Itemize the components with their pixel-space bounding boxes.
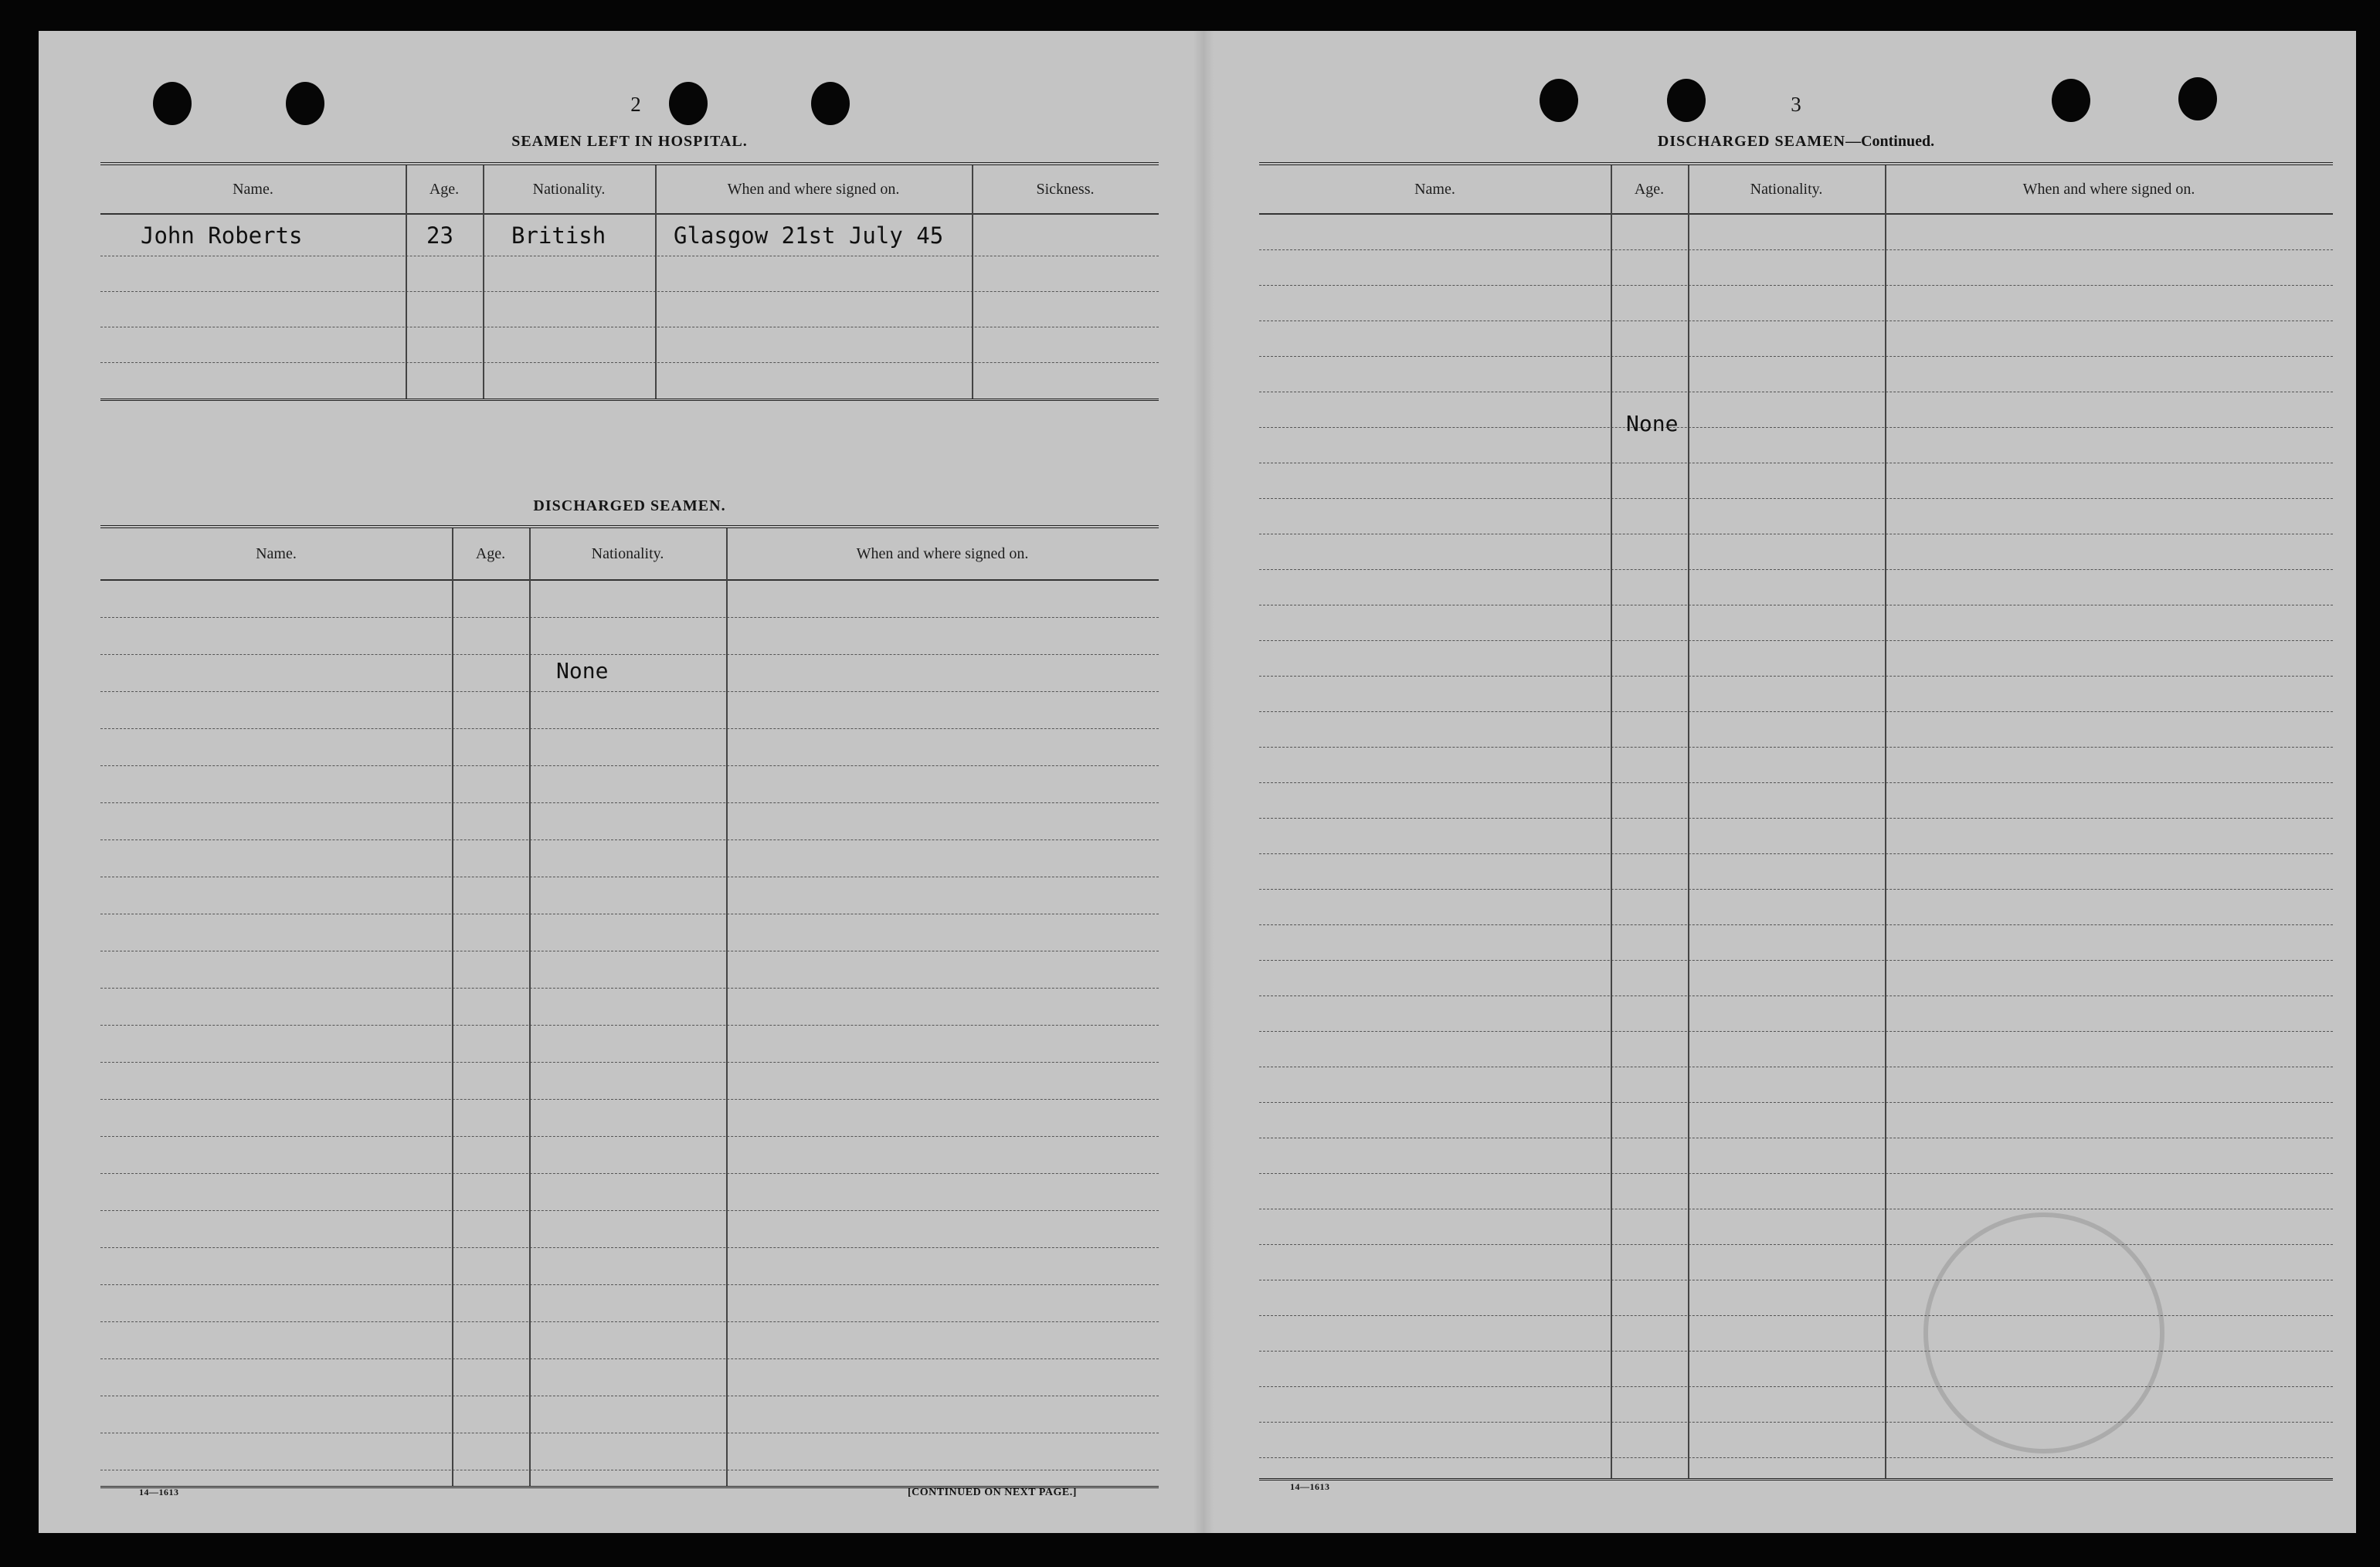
table-row [1259,854,2333,890]
table-row [100,951,1159,989]
header-signed-on: When and where signed on. [727,180,900,198]
table-row [100,1026,1159,1063]
seaman-name: John Roberts [141,222,303,249]
table-row [1259,428,2333,463]
table-row [100,692,1159,729]
table-row [1259,321,2333,357]
left-page [100,31,1159,1533]
table-row [1259,925,2333,961]
header-name: Name. [1414,180,1455,198]
hospital-section-title: SEAMEN LEFT IN HOSPITAL. [511,133,748,150]
page-number: 2 [630,93,641,116]
page-fold [1193,31,1214,1533]
table-row [100,1285,1159,1322]
table-row [1259,499,2333,534]
table-row [100,256,1159,292]
seaman-nationality: British [511,222,606,249]
continued-note: [CONTINUED ON NEXT PAGE.] [908,1487,1077,1498]
title-main: DISCHARGED SEAMEN [1657,133,1846,150]
table-row [1259,1423,2333,1458]
table-row [1259,783,2333,819]
seaman-sickness [981,215,1160,256]
header-name: Name. [233,180,273,198]
seaman-age: 23 [426,222,453,249]
column-divider [529,528,531,1486]
discharged-table [100,525,1159,1488]
discharged-continued-title [1259,133,2333,151]
header-age: Age. [429,180,460,198]
table-row [1259,641,2333,677]
header-age: Age. [1634,180,1665,198]
column-divider [1611,165,1612,1478]
table-row [1259,1103,2333,1138]
table-row [1259,1067,2333,1103]
table-row [100,729,1159,766]
table-row [100,914,1159,951]
table-row [1259,890,2333,925]
table-row [1259,605,2333,641]
table-row [1259,286,2333,321]
table-row [100,655,1159,692]
table-row [100,1433,1159,1470]
table-row [1259,392,2333,428]
page-number: 3 [1791,93,1801,116]
header-signed-on: When and where signed on. [2022,180,2195,198]
table-row [1259,463,2333,499]
table-row [1259,712,2333,748]
table-row [1259,1280,2333,1316]
discharged-continued-header [1259,165,2333,215]
table-row [100,363,1159,399]
document-sheet [39,31,2356,1533]
header-name: Name. [256,544,297,562]
column-divider [1688,165,1689,1478]
column-divider [483,165,484,399]
hospital-table-header [100,165,1159,215]
table-row [100,803,1159,840]
hospital-table-rows [100,215,1159,399]
table-row [1259,1245,2333,1280]
discharged-continued-rows [1259,215,2333,1458]
table-row [100,327,1159,363]
table-row [100,215,1159,256]
table-row [1259,996,2333,1032]
form-code: 14—1613 [1290,1481,1330,1492]
column-divider [726,528,728,1486]
header-nationality: Nationality. [532,180,606,198]
table-row [1259,570,2333,605]
table-row [1259,1316,2333,1352]
table-row [100,1137,1159,1174]
seaman-signed-on: Glasgow 21st July 45 [674,222,944,249]
column-divider [452,528,453,1486]
table-row [1259,250,2333,286]
table-row [1259,1209,2333,1245]
table-row [100,1100,1159,1137]
table-row [100,840,1159,877]
table-row [1259,677,2333,712]
none-entry: None [556,658,609,683]
table-row [100,1359,1159,1396]
table-row [100,1396,1159,1433]
form-code: 14—1613 [139,1487,179,1497]
table-row [1259,1352,2333,1387]
table-row [1259,1174,2333,1209]
title-continued: —Continued. [1845,133,1935,150]
discharged-table-header [100,528,1159,581]
table-row [100,292,1159,327]
table-row [1259,819,2333,854]
table-row [100,1063,1159,1100]
table-row [1259,1138,2333,1174]
table-row [1259,1032,2333,1067]
column-divider [655,165,657,399]
header-nationality: Nationality. [1750,180,1823,198]
table-row [1259,534,2333,570]
table-row [1259,961,2333,996]
header-nationality: Nationality. [591,544,664,562]
column-divider [406,165,407,399]
table-row [100,618,1159,655]
table-row [100,989,1159,1026]
header-age: Age. [475,544,506,562]
column-divider [972,165,973,399]
table-row [100,581,1159,618]
header-sickness: Sickness. [1036,180,1095,198]
right-page [1259,31,2333,1533]
discharged-section-title: DISCHARGED SEAMEN. [533,497,726,514]
table-row [1259,1387,2333,1423]
header-signed-on: When and where signed on. [856,544,1029,562]
discharged-continued-table [1259,162,2333,1481]
table-row [100,1322,1159,1359]
table-row [100,766,1159,803]
discharged-table-rows [100,581,1159,1470]
table-row [100,877,1159,914]
table-row [100,1211,1159,1248]
table-row [1259,357,2333,392]
table-row [1259,748,2333,783]
table-row [1259,215,2333,250]
hospital-table [100,162,1159,401]
table-row [100,1174,1159,1211]
table-row [100,1248,1159,1285]
column-divider [1885,165,1886,1478]
none-entry: None [1626,411,1679,436]
